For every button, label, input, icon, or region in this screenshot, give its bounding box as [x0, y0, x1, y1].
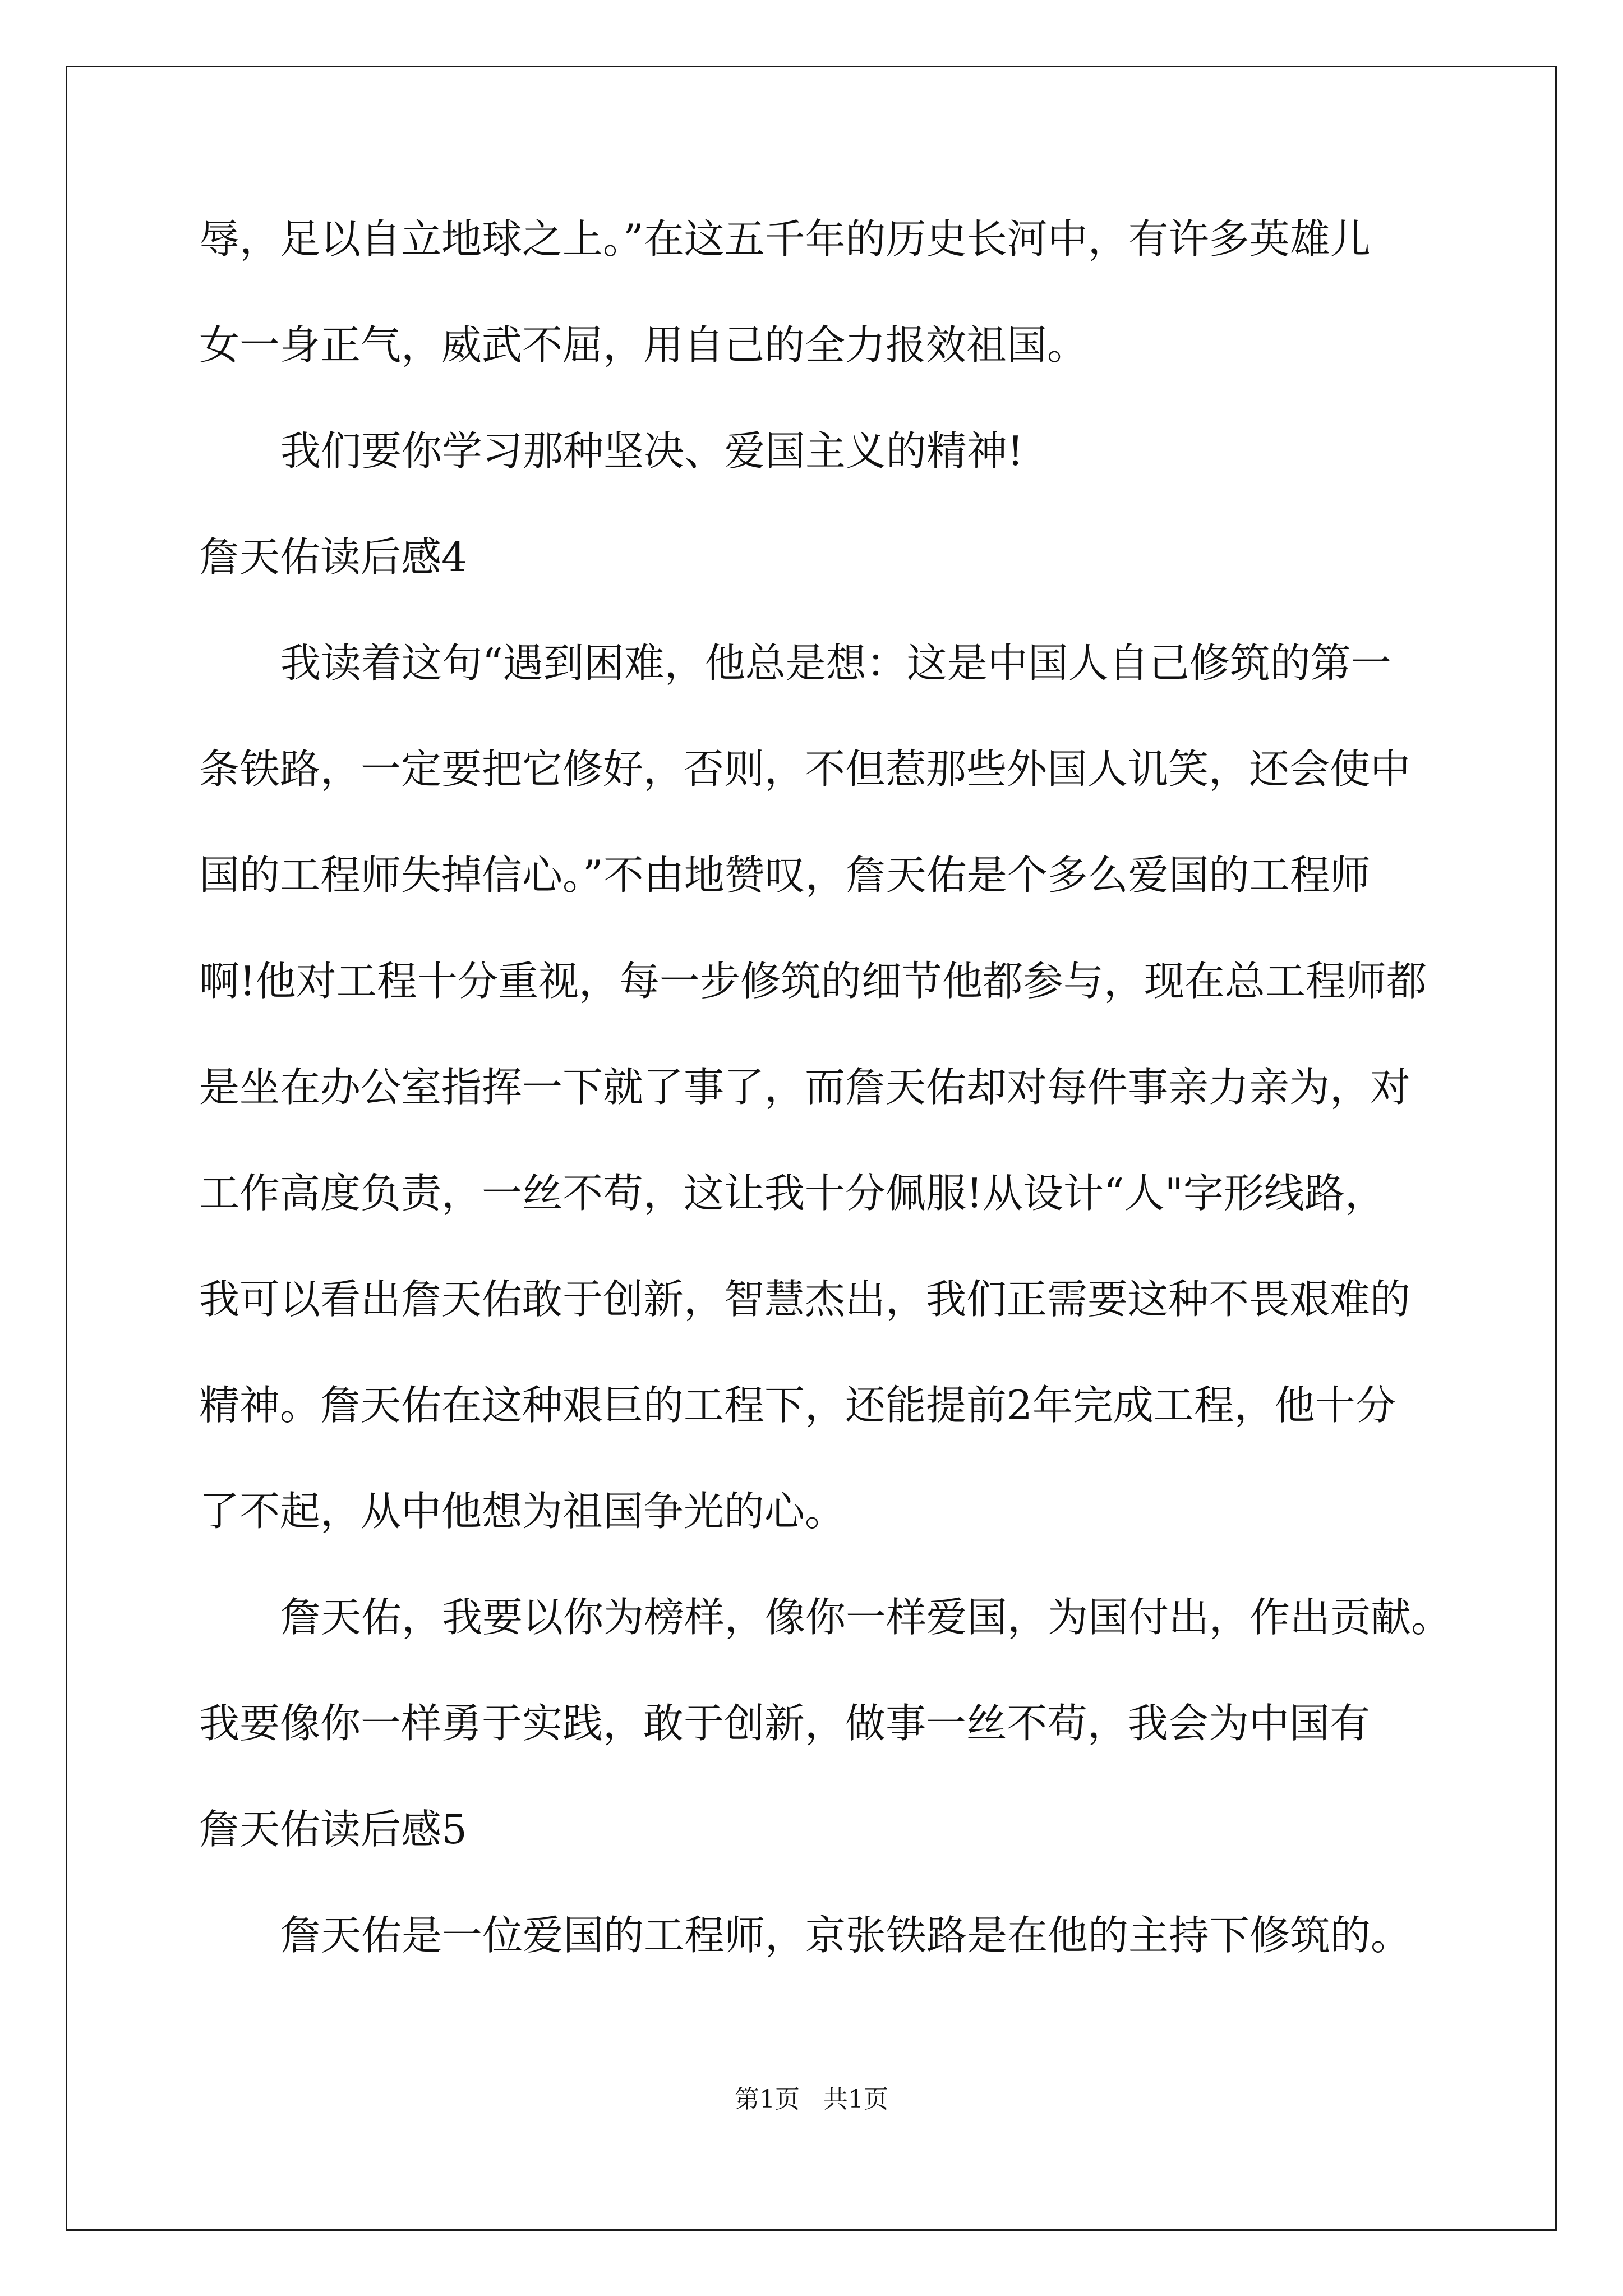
paragraph-line: 詹天佑是一位爱国的工程师，京张铁路是在他的主持下修筑的。	[280, 1912, 1412, 1959]
section-heading: 詹天佑读后感4	[199, 533, 467, 581]
paragraph-line: 条铁路，一定要把它修好，否则，不但惹那些外国人讥笑，还会使中	[199, 746, 1411, 793]
paragraph-line: 女一身正气，威武不屈，用自己的全力报效祖国。	[199, 321, 1088, 369]
paragraph-line: 我要像你一样勇于实践，敢于创新，做事一丝不苟，我会为中国有	[199, 1700, 1371, 1747]
page-footer: 第1页 共1页	[735, 2085, 888, 2114]
paragraph-line: 我可以看出詹天佑敢于创新，智慧杰出，我们正需要这种不畏艰难的	[199, 1276, 1411, 1323]
paragraph-line: 我读着这句“遇到困难，他总是想：这是中国人自己修筑的第一	[280, 639, 1391, 687]
paragraph-line: 国的工程师失掉信心。”不由地赞叹，詹天佑是个多么爱国的工程师	[199, 852, 1371, 899]
paragraph-line: 啊!他对工程十分重视，每一步修筑的细节他都参与，现在总工程师都	[199, 958, 1427, 1005]
paragraph-line: 是坐在办公室指挥一下就了事了，而詹天佑却对每件事亲力亲为，对	[199, 1064, 1411, 1111]
paragraph-line: 辱，足以自立地球之上。”在这五千年的历史长河中，有许多英雄儿	[199, 215, 1371, 263]
paragraph-line: 工作高度负责，一丝不苟，这让我十分佩服!从设计“人"字形线路，	[199, 1170, 1385, 1217]
section-heading: 詹天佑读后感5	[199, 1806, 467, 1853]
paragraph-line: 了不起，从中他想为祖国争光的心。	[199, 1488, 846, 1535]
paragraph-line: 詹天佑，我要以你为榜样，像你一样爱国，为国付出，作出贡献。	[280, 1594, 1452, 1641]
paragraph-line: 精神。詹天佑在这种艰巨的工程下，还能提前2年完成工程，他十分	[199, 1382, 1396, 1429]
page-border	[66, 66, 1557, 2231]
paragraph-line: 我们要你学习那种坚决、爱国主义的精神!	[280, 427, 1023, 475]
